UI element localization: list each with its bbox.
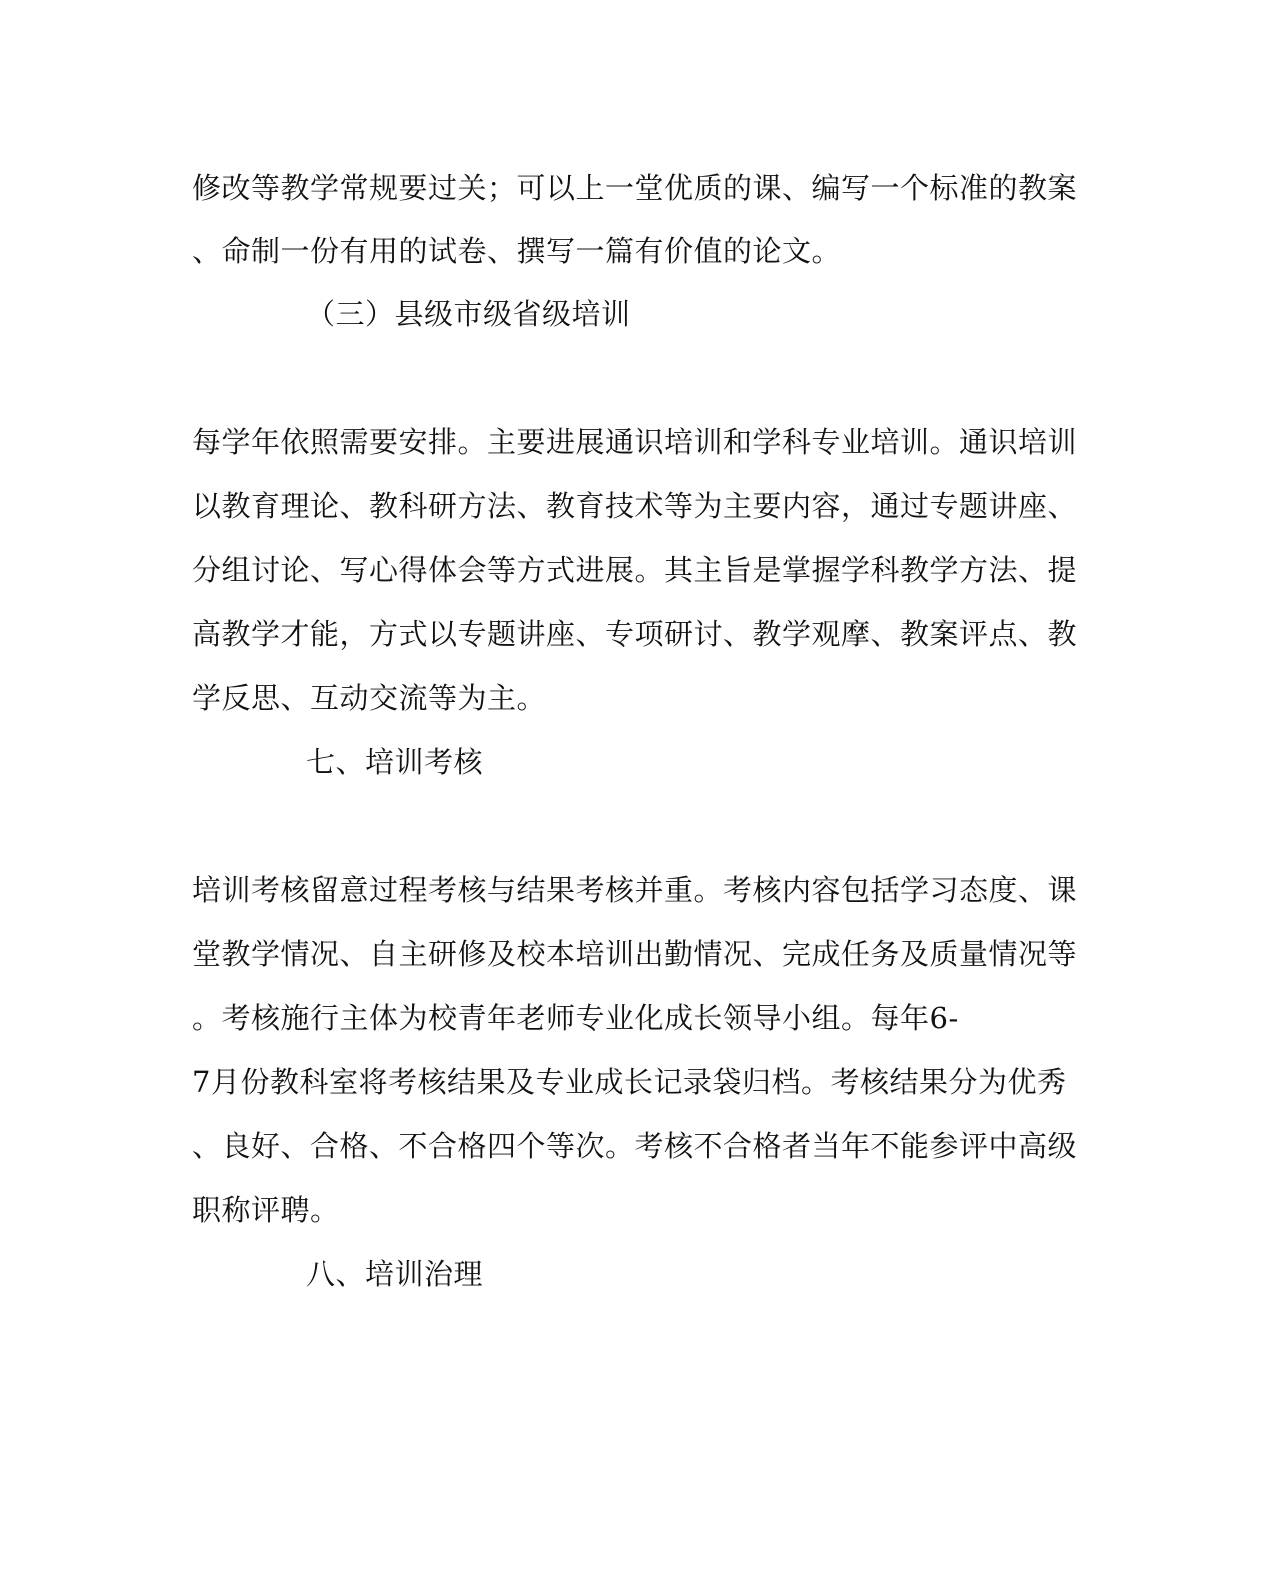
paragraph-line: 修改等教学常规要过关；可以上一堂优质的课、编写一个标准的教案 [192, 171, 1078, 205]
paragraph-line: 、良好、合格、不合格四个等次。考核不合格者当年不能参评中高级 [192, 1129, 1078, 1163]
section-heading-7: 七、培训考核 [306, 745, 484, 779]
paragraph-line: 7月份教科室将考核结果及专业成长记录袋归档。考核结果分为优秀 [192, 1065, 1067, 1099]
paragraph-line: 、命制一份有用的试卷、撰写一篇有价值的论文。 [192, 234, 842, 268]
section-heading-3: （三）县级市级省级培训 [306, 297, 631, 331]
paragraph-line: 高教学才能，方式以专题讲座、专项研讨、教学观摩、教案评点、教 [192, 617, 1078, 651]
paragraph-line: 。考核施行主体为校青年老师专业化成长领导小组。每年6- [192, 1001, 959, 1035]
paragraph-line: 以教育理论、教科研方法、教育技术等为主要内容，通过专题讲座、 [192, 489, 1078, 523]
section-heading-8: 八、培训治理 [306, 1257, 484, 1291]
paragraph-line: 每学年依照需要安排。主要进展通识培训和学科专业培训。通识培训 [192, 425, 1078, 459]
paragraph-line: 堂教学情况、自主研修及校本培训出勤情况、完成任务及质量情况等 [192, 937, 1078, 971]
paragraph-line: 职称评聘。 [192, 1193, 340, 1227]
paragraph-line: 学反思、互动交流等为主。 [192, 681, 547, 715]
paragraph-line: 分组讨论、写心得体会等方式进展。其主旨是掌握学科教学方法、提 [192, 553, 1078, 587]
paragraph-line: 培训考核留意过程考核与结果考核并重。考核内容包括学习态度、课 [192, 873, 1078, 907]
